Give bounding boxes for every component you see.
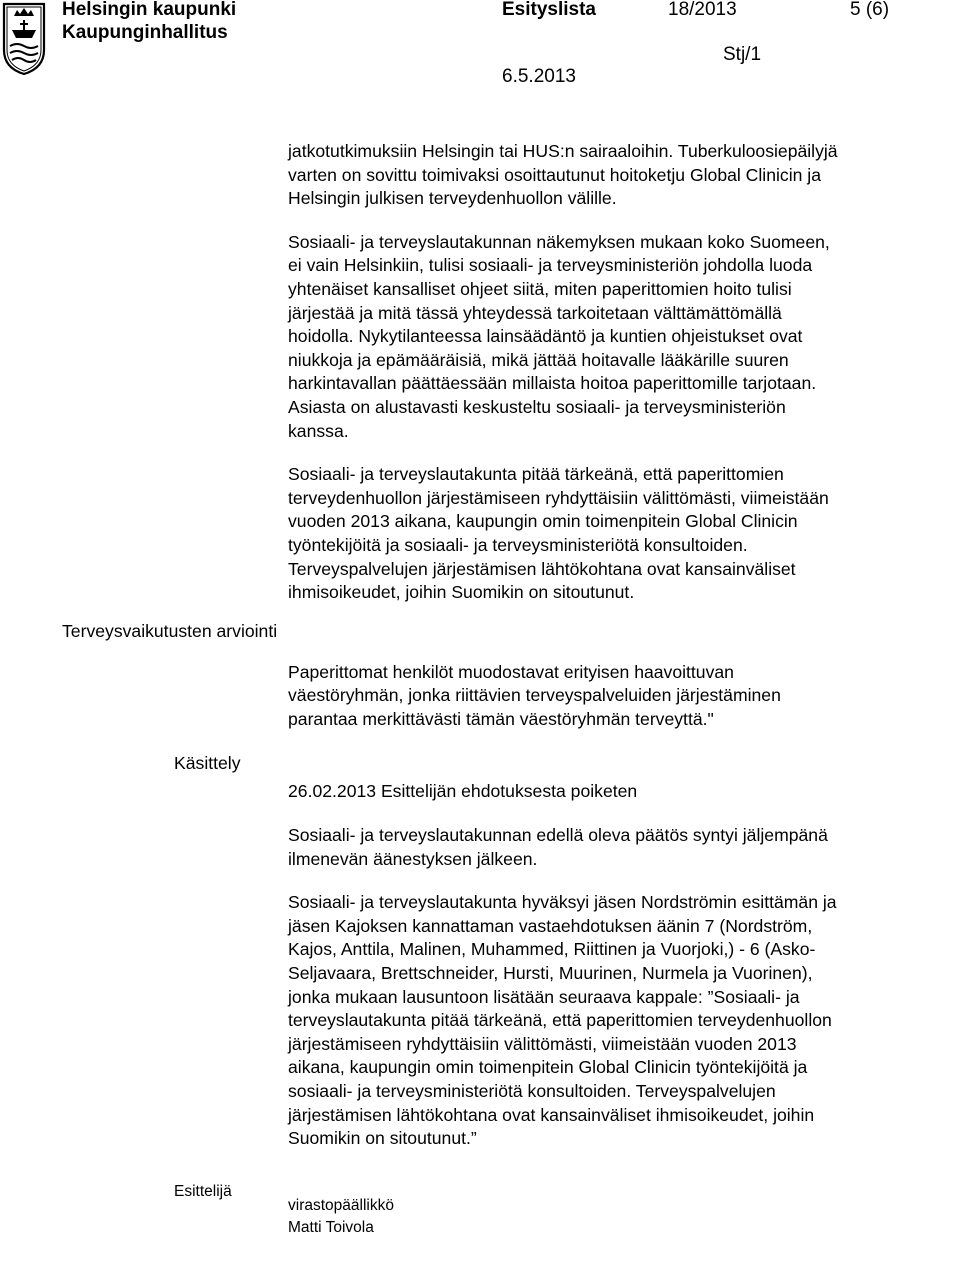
presenter-label: Esittelijä xyxy=(174,1183,232,1200)
page-of: 5 (6) xyxy=(850,0,890,20)
paragraph-immediate-action: Sosiaali- ja terveyslautakunta pitää tärkeänä, että paperittomien terveydenhuollon järjestämiseen ryhdyttäisiin välittömästi, viimeistään vuoden 2013 aikana, kaupungin omin toimenpitein Global Clinicin työntekijöitä ja sosiaali- ja terveysministeriötä konsultoiden. Terveyspalvelujen järjestämisen lähtökohtana ovat kansainväliset ihmisoikeudet, joihin Suomikin on sitoutunut. xyxy=(288,464,829,603)
paragraph-date-deviation: 26.02.2013 Esittelijän ehdotuksesta poiketen xyxy=(288,781,638,802)
doc-date: 6.5.2013 xyxy=(502,66,576,87)
signature-name: Matti Toivola xyxy=(288,1219,374,1236)
org-name: Helsingin kaupunki xyxy=(62,0,237,20)
doc-type: Esityslista xyxy=(502,0,596,20)
doc-number: 18/2013 xyxy=(668,0,737,20)
paragraph-continuation: jatkotutkimuksiin Helsingin tai HUS:n sairaaloihin. Tuberkuloosiepäilyjä varten on sovittu toimivaksi osoittautunut hoitoketju Global Clinicin ja Helsingin julkisen terveydenhuollon välille. xyxy=(288,141,838,209)
helsinki-crest-icon xyxy=(0,0,48,76)
signature-title: virastopäällikkö xyxy=(288,1197,394,1214)
processing-label: Käsittely xyxy=(174,753,241,773)
paragraph-vulnerable-group: Paperittomat henkilöt muodostavat erityisen haavoittuvan väestöryhmän, jonka riittävien terveyspalveluiden järjestäminen parantaa merkittävästi tämän väestöryhmän terveyttä." xyxy=(288,661,781,729)
body-text xyxy=(288,140,948,1151)
health-assessment-label: Terveysvaikutusten arviointi xyxy=(62,621,278,641)
paragraph-vote-intro: Sosiaali- ja terveyslautakunnan edellä oleva päätös syntyi jäljempänä ilmenevän äänestyksen jälkeen. xyxy=(288,825,828,869)
section-code: Stj/1 xyxy=(723,44,762,65)
paragraph-vote-result: Sosiaali- ja terveyslautakunta hyväksyi jäsen Nordströmin esittämän ja jäsen Kajoksen kannattaman vastaehdotuksen äänin 7 (Nordström, Kajos, Anttila, Malinen, Muhammed, Riittinen ja Vuorjoki,) - 6 (Asko- Seljavaara, Brettschneider, Hursti, Muurinen, Nurmela ja Vuorinen), jonka mukaan lausuntoon lisätään seuraava kappale: ”Sosiaali- ja terveyslautakunta pitää tärkeänä, että paperittomien terveydenhuollon järjestämiseen ryhdyttäisiin välittömästi, viimeistään vuoden 2013 aikana, kaupungin omin toimenpitein Global Clinicin työntekijöitä ja sosiaali- ja terveysministeriötä konsultoiden. Terveyspalvelujen järjestämisen lähtökohtana ovat kansainväliset ihmisoikeudet, joihin Suomikin on sitoutunut.” xyxy=(288,892,837,1149)
paragraph-national-guidelines: Sosiaali- ja terveyslautakunnan näkemyksen mukaan koko Suomeen, ei vain Helsinkiin, tulisi sosiaali- ja terveysministeriön johdolla luoda yhtenäiset kansalliset ohjeet siitä, miten paperittomien hoito tulisi järjestää ja mitä tässä yhteydessä tarkoitetaan välttämättömällä hoidolla. Nykytilanteessa lainsäädäntö ja kuntien ohjeistukset ovat niukkoja ja epämääräisiä, mikä jättää hoitavalle lääkärille suuren harkintavallan päättäessään millaista hoitoa paperittomille tarjotaan. Asiasta on alustavasti keskusteltu sosiaali- ja terveysministeriön kanssa. xyxy=(288,231,830,441)
unit-name: Kaupunginhallitus xyxy=(62,22,228,43)
